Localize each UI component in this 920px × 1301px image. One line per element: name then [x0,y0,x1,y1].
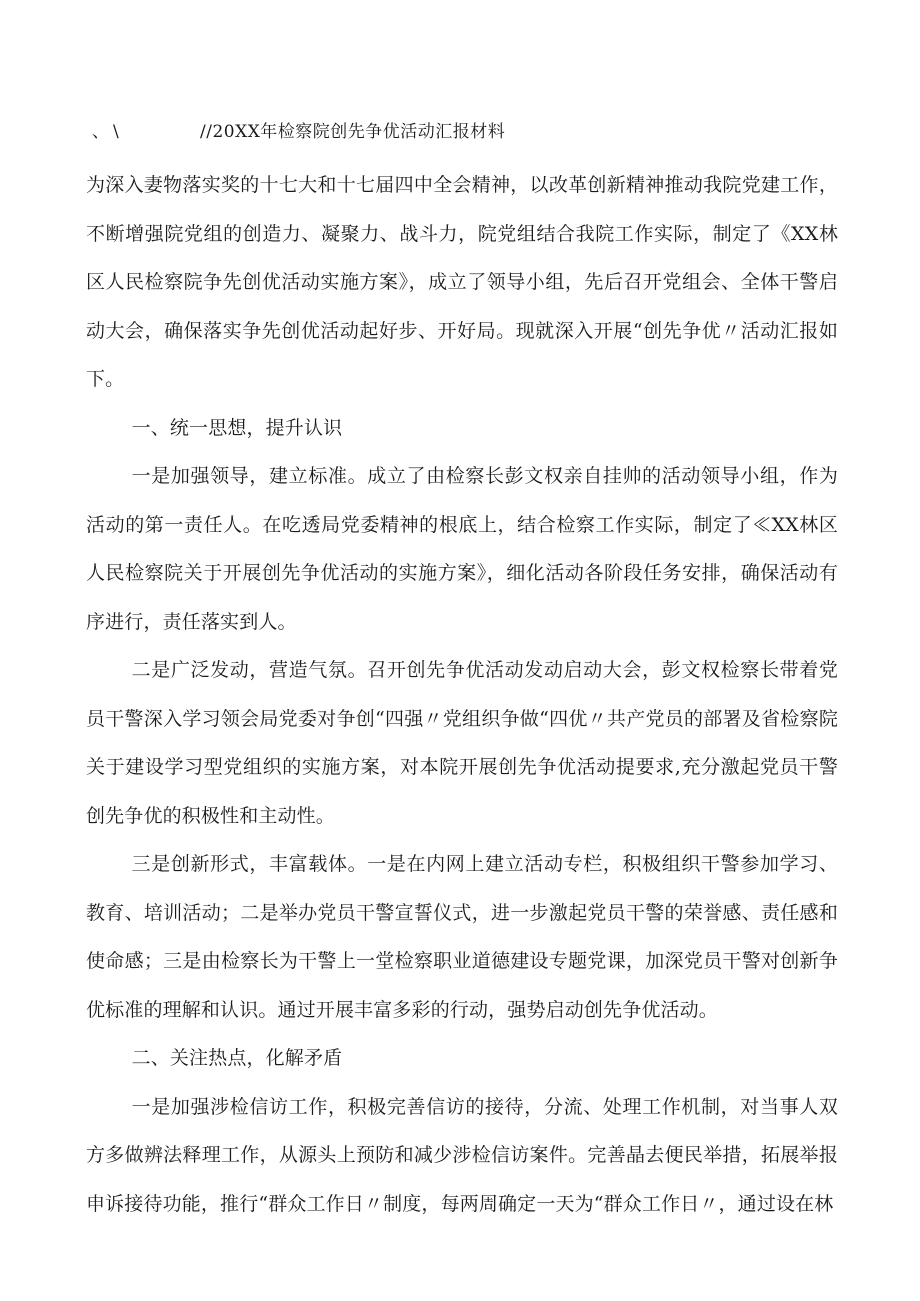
document-title: //20XX年检察院创先争优活动汇报材料 [200,122,506,142]
section1-paragraph-3: 三是创新形式，丰富载体。一是在内网上建立活动专栏，积极组织干警参加学习、教育、培训活动；二是举办党员干警宣誓仪式，进一步激起党员干警的荣誉感、责任感和使命感；三是由检察长为干警上一堂检察职业道德建设专题党课，加深党员干警对创新争优标准的理解和认识。通过开展丰富多彩的行动，强势启动创先争优活动。 [86,853,838,1021]
section2-paragraph-1: 一是加强涉检信访工作，积极完善信访的接待，分流、处理工作机制，对当事人双方多做辨法释理工作，从源头上预防和减少涉检信访案件。完善晶去便民举措，拓展举报申诉接待功能，推行“群众工作日〃制度，每两周确定一天为“群众工作日〃，通过设在林 [86,1095,838,1215]
document-title-row [86,117,838,147]
intro-paragraph: 为深入妻物落实奖的十七大和十七届四中全会精神，以改革创新精神推动我院党建工作，不断增强院党组的创造力、凝聚力、战斗力，院党组结合我院工作实际，制定了《XX林区人民检察院争先创优活动实施方案》，成立了领导小组，先后召开党组会、全体干警启动大会，确保落实争先创优活动起好步、开好局。现就深入开展“创先争优〃活动汇报如下。 [86,174,838,390]
section1-paragraph-2: 二是广泛发动，营造气氛。召开创先争优活动发动启动大会，彭文权检察长带着党员干警深入学习领会局党委对争创“四强〃党组织争做“四优〃共产党员的部署及省检察院关于建设学习型党组织的实施方案，对本院开展创先争优活动提要求,充分激起党员干警创先争优的积极性和主动性。 [86,659,838,827]
section1-paragraph-1: 一是加强领导，建立标准。成立了由检察长彭文权亲自挂帅的活动领导小组，作为活动的第一责任人。在吃透局党委精神的根底上，结合检察工作实际，制定了≪XX林区人民检察院关于开展创先争优活动的实施方案》，细化活动各阶段任务安排，确保活动有序进行，责任落实到人。 [86,465,838,633]
section2-heading: 二、关注热点，化解矛盾 [131,1047,343,1069]
title-mark: 、\ [92,122,123,142]
section1-heading: 一、统一思想，提升认识 [131,416,343,439]
